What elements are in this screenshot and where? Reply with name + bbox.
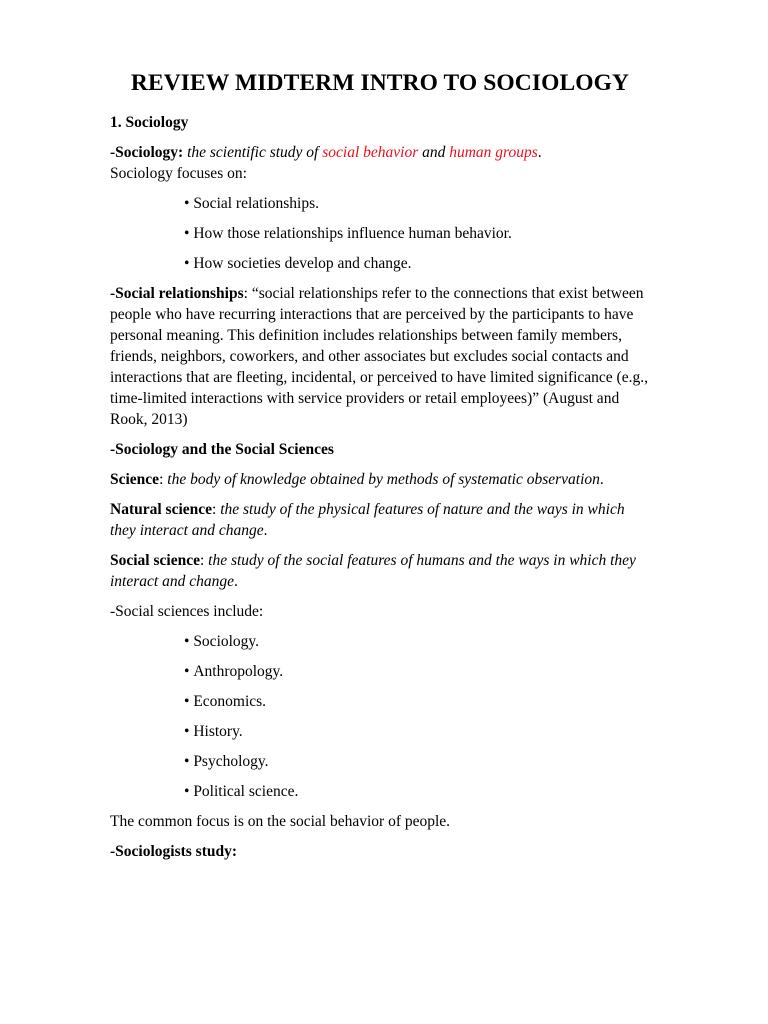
- definition-science-text: the body of knowledge obtained by methods of systematic observation: [167, 471, 600, 488]
- common-focus: The common focus is on the social behavior of people.: [110, 813, 451, 830]
- term-science: Science: [110, 471, 160, 488]
- list-item: • History.: [184, 721, 650, 742]
- term-social-relationships: -Social relationships: [110, 285, 244, 302]
- focus-list: [110, 193, 650, 274]
- list-item: • Social relationships.: [184, 193, 650, 214]
- social-sciences-intro: -Social sciences include:: [110, 603, 264, 620]
- highlight-human-groups: human groups: [449, 144, 538, 161]
- list-item: • Psychology.: [184, 751, 650, 772]
- section-heading-sociology: 1. Sociology: [110, 114, 189, 131]
- colon: :: [212, 501, 221, 518]
- definition-text-part: and: [418, 144, 450, 161]
- social-sciences-list: [110, 631, 650, 802]
- subheading-sociologists-study: -Sociologists study:: [110, 843, 238, 860]
- period: .: [233, 573, 238, 590]
- definition-text-end: .: [537, 144, 542, 161]
- colon: :: [159, 471, 168, 488]
- definition-text-part: the scientific study of: [183, 144, 323, 161]
- list-item: • Economics.: [184, 691, 650, 712]
- list-item: • Anthropology.: [184, 661, 650, 682]
- definition-social-science: [110, 550, 650, 592]
- list-item: • Sociology.: [184, 631, 650, 652]
- highlight-social-behavior: social behavior: [322, 144, 419, 161]
- document-title: REVIEW MIDTERM INTRO TO SOCIOLOGY: [130, 70, 630, 96]
- period: .: [263, 522, 268, 539]
- social-relationships-quote: : “social relationships refer to the connections that exist between people who have recurring interactions that are perceived by the participants to have personal meaning. This definition includes relationships between family members, friends, neighbors, coworkers, and other associates but excludes social contacts and interactions that are fleeting, incidental, or perceived to have limited significance (e.g., time-limited interactions with service providers or retail employees)” (August and Rook, 2013): [110, 285, 648, 428]
- list-item: • How those relationships influence human behavior.: [184, 223, 650, 244]
- list-item: • Political science.: [184, 781, 650, 802]
- definition-social-science-text: the study of the social features of humans and the ways in which they interact and change: [110, 552, 636, 590]
- definition-social-relationships: [110, 283, 650, 430]
- period: .: [599, 471, 604, 488]
- list-item: • How societies develop and change.: [184, 253, 650, 274]
- focus-intro: Sociology focuses on:: [110, 165, 247, 182]
- colon: :: [199, 552, 209, 569]
- term-natural-science: Natural science: [110, 501, 213, 518]
- definition-science: [110, 469, 650, 490]
- subheading-social-sciences: -Sociology and the Social Sciences: [110, 441, 334, 458]
- term-sociology: -Sociology:: [110, 144, 184, 161]
- definition-sociology: [110, 142, 650, 163]
- definition-natural-science-text: the study of the physical features of nature and the ways in which they interact and change: [110, 501, 625, 539]
- term-social-science: Social science: [110, 552, 200, 569]
- definition-natural-science: [110, 499, 650, 541]
